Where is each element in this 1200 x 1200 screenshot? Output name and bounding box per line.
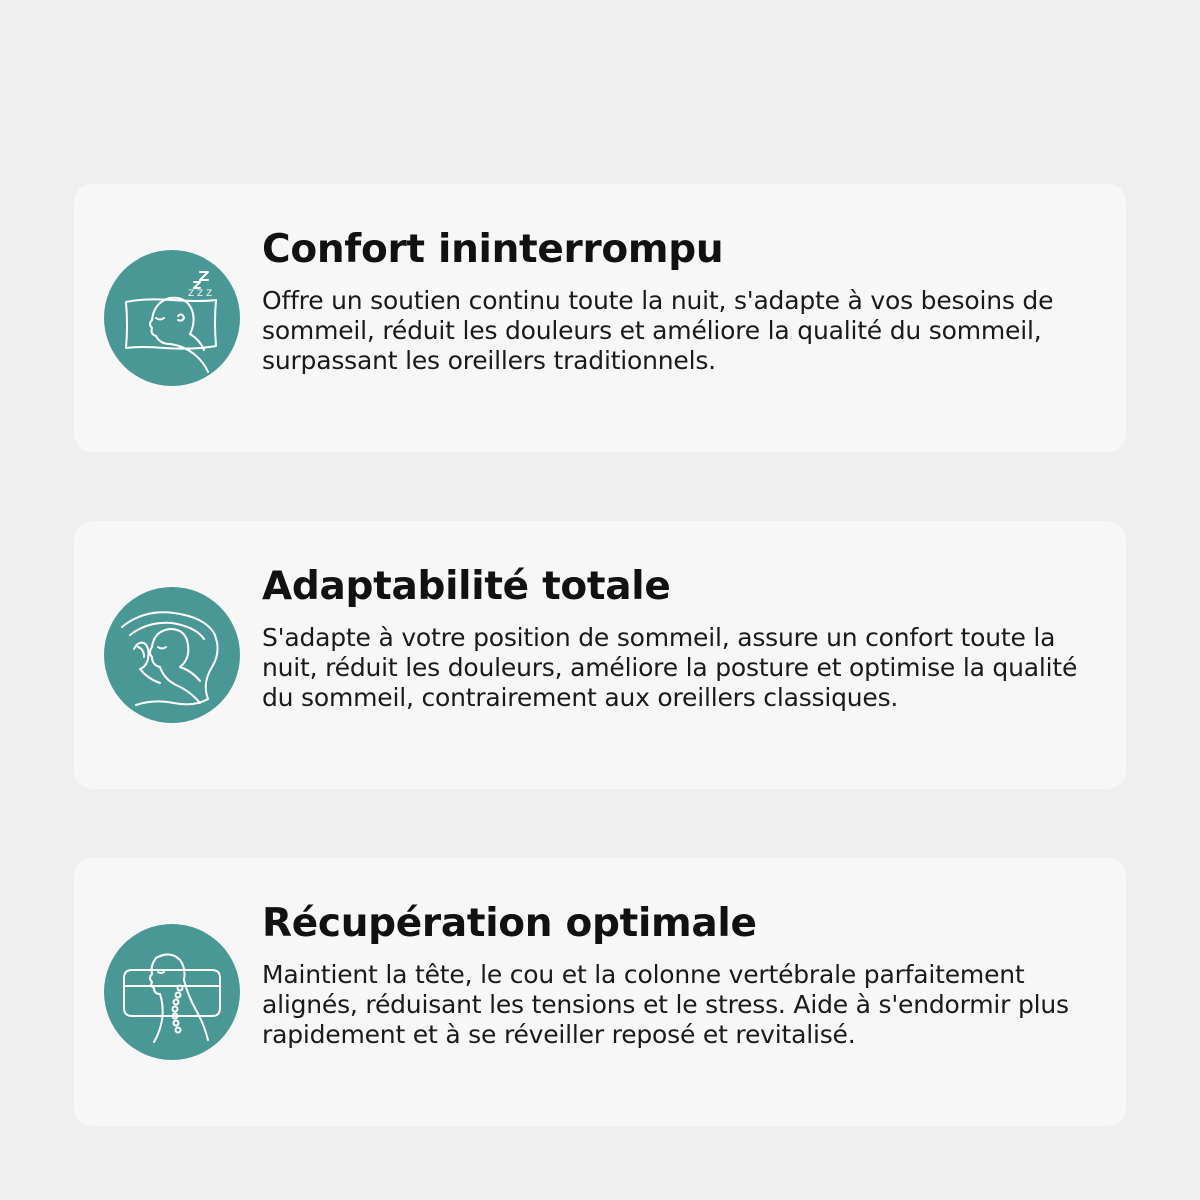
feature-description: Offre un soutien continu toute la nuit, s'adapte à vos besoins de sommeil, réduit les douleurs et améliore la qualité du sommeil, surpassant les oreillers traditionnels. [262, 286, 1054, 375]
feature-description: Maintient la tête, le cou et la colonne vertébrale parfaitement alignés, réduisant les tensions et le stress. Aide à s'endormir plus rapidement et à se réveiller reposé et revitalisé. [262, 960, 1069, 1049]
feature-card-adaptability [74, 521, 1126, 789]
feature-description: S'adapte à votre position de sommeil, assure un confort toute la nuit, réduit les douleurs, améliore la posture et optimise la qualité du sommeil, contrairement aux oreillers classiques. [262, 623, 1078, 712]
feature-text-block [262, 898, 1102, 1050]
feature-title: Récupération optimale [262, 901, 757, 946]
feature-text-block [262, 224, 1102, 376]
spine-alignment-icon [104, 924, 240, 1060]
svg-text:Z Z Z: Z Z Z [188, 289, 213, 299]
feature-title: Adaptabilité totale [262, 564, 671, 609]
feature-text-block [262, 561, 1102, 713]
side-sleeper-icon [104, 587, 240, 723]
feature-title: Confort ininterrompu [262, 227, 724, 272]
feature-card-comfort [74, 184, 1126, 452]
sleeping-person-icon [104, 250, 240, 386]
feature-card-recovery [74, 858, 1126, 1126]
